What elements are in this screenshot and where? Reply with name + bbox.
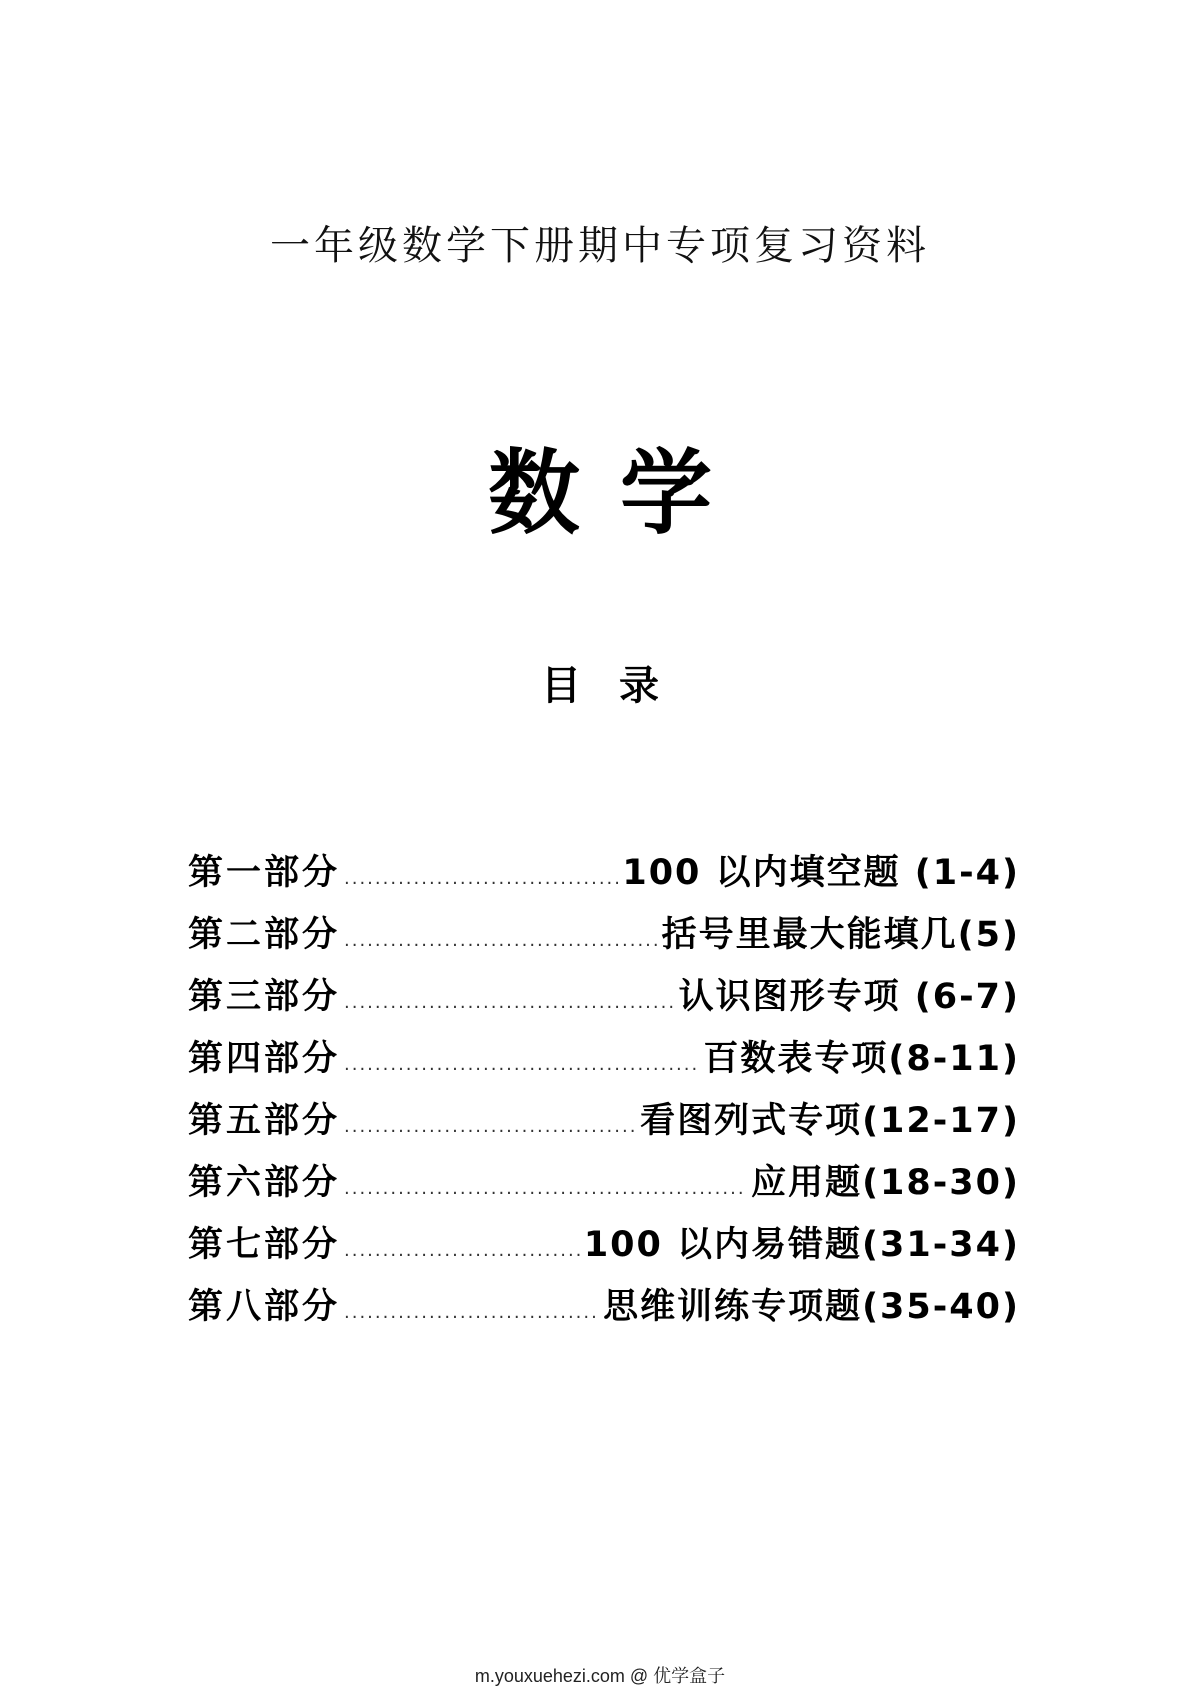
toc-dot-leader [344,992,675,1013]
toc-entry-title: 认识图形专项 (6-7) [678,977,1020,1017]
toc-entry-part: 第七部分 [188,1225,341,1265]
toc-dot-leader [344,930,658,951]
toc-dot-leader [344,868,618,889]
toc-entry-title: 100 以内填空题 (1-4) [622,853,1020,893]
toc-dot-leader [344,1302,599,1323]
toc-dot-leader [344,1054,699,1075]
toc-entry [188,969,1020,1031]
table-of-contents [188,845,1020,1341]
toc-entry [188,1217,1020,1279]
toc-entry-part: 第三部分 [188,977,341,1017]
toc-entry-part: 第八部分 [188,1287,341,1327]
toc-entry [188,907,1020,969]
toc-dot-leader [344,1116,636,1137]
toc-entry-part: 第五部分 [188,1101,341,1141]
document-title: 数学 [487,439,752,547]
toc-entry [188,1155,1020,1217]
toc-entry [188,1031,1020,1093]
toc-entry [188,1093,1020,1155]
toc-entry-title: 括号里最大能填几(5) [661,915,1020,955]
toc-entry-title: 100 以内易错题(31-34) [583,1225,1020,1265]
toc-entry-part: 第二部分 [188,915,341,955]
document-subtitle: 一年级数学下册期中专项复习资料 [270,223,930,269]
toc-entry [188,1279,1020,1341]
toc-entry-title: 应用题(18-30) [751,1163,1020,1203]
toc-entry-part: 第一部分 [188,853,341,893]
toc-entry-title: 百数表专项(8-11) [703,1039,1020,1079]
toc-entry-title: 看图列式专项(12-17) [640,1101,1020,1141]
footer-watermark: m.youxuehezi.com @ 优学盒子 [474,1666,726,1686]
toc-entry [188,845,1020,907]
toc-dot-leader [344,1178,747,1199]
toc-dot-leader [344,1240,580,1261]
toc-entry-part: 第四部分 [188,1039,341,1079]
toc-entry-part: 第六部分 [188,1163,341,1203]
toc-entry-title: 思维训练专项题(35-40) [603,1287,1020,1327]
toc-heading: 目录 [541,662,697,709]
